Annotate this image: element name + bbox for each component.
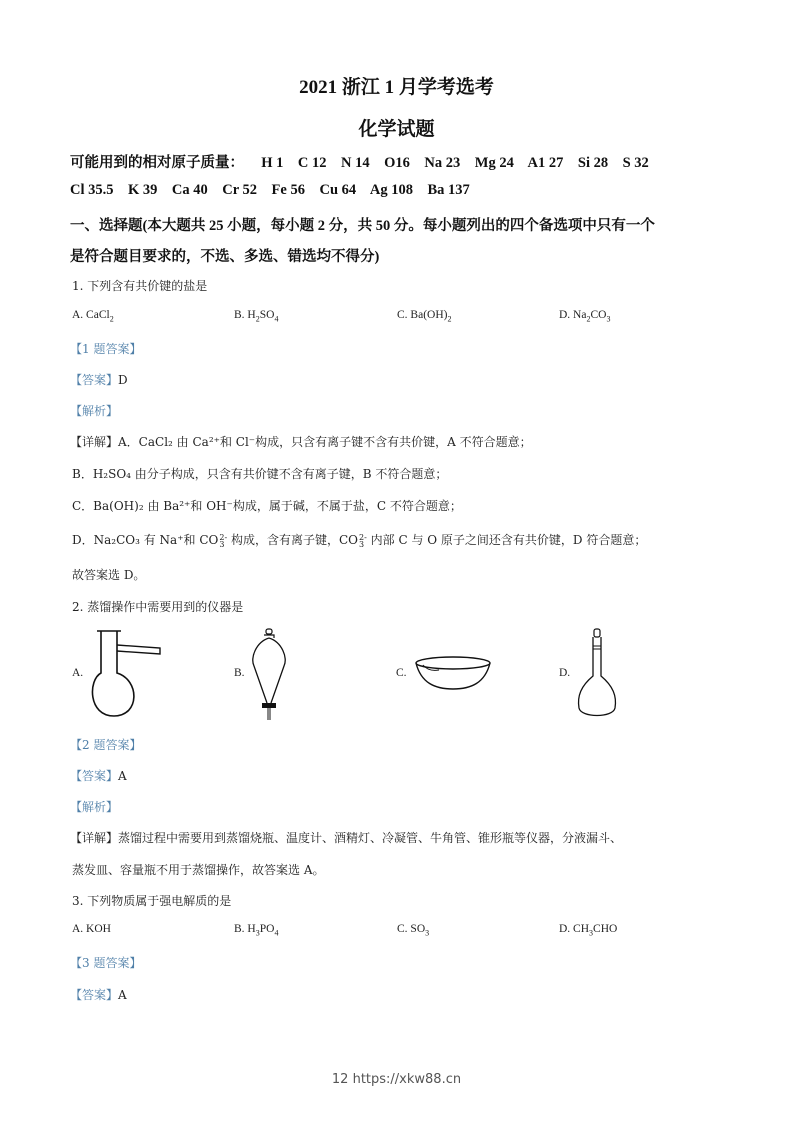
section-heading-line-1: 一、选择题(本大题共 25 小题，每小题 2 分，共 50 分。每小题列出的四个备选项中只有一个	[70, 218, 655, 234]
q3-answer	[70, 986, 127, 1003]
q3-option-d: D. $CH_3CHO$	[559, 923, 618, 938]
page-footer: 12 https://xkw88.cn	[331, 1072, 462, 1087]
mass-item: H 1	[261, 155, 284, 171]
q2-option-c-label: C.	[396, 667, 407, 679]
mass-item: Ag 108	[369, 182, 413, 198]
mass-item: A1 27	[527, 155, 564, 171]
q3-answer-header: 【3 题答案】	[70, 956, 142, 970]
q2-option-d-label: D.	[559, 667, 571, 679]
mass-item: Ca 40	[171, 182, 208, 198]
mass-item: Fe 56	[271, 182, 305, 198]
q2-answer	[70, 767, 127, 784]
document-subtitle: 化学试题	[358, 119, 435, 140]
answer-label: 【答案】	[70, 769, 119, 783]
section-heading-line-2: 是符合题目要求的，不选、多选、错选均不得分)	[70, 249, 380, 265]
q1-stem: 1. 下列含有共价键的盐是	[72, 279, 208, 293]
q1-option-a: A. CaCl$_2$	[72, 309, 114, 324]
q1-detail-d: D．Na₂CO₃ 有 Na⁺和 CO2- 3 构成，含有离子键，CO2- 3 内部 C 与 O 原子之间还含有共价键，D 符合题意；	[72, 532, 647, 549]
q2-stem: 2. 蒸馏操作中需要用到的仪器是	[72, 600, 244, 614]
mass-item: Na 23	[424, 155, 461, 171]
mass-item: Mg 24	[474, 155, 514, 171]
q3-stem: 3. 下列物质属于强电解质的是	[72, 894, 232, 908]
q2-detail-2: 蒸发皿、容量瓶不用于蒸馏操作，故答案选 A。	[72, 863, 325, 877]
atomic-mass-label: 可能用到的相对原子质量：	[70, 155, 244, 171]
q2-option-b-label: B.	[234, 667, 245, 679]
atomic-mass-line-2	[70, 182, 470, 199]
q2-answer-header: 【2 题答案】	[70, 738, 142, 752]
q3-option-a: A. KOH	[72, 923, 111, 935]
q1-detail-a: 【详解】A．CaCl₂ 由 Ca²⁺和 Cl⁻构成，只含有离子键不含有共价键，A 不符合题意；	[70, 435, 532, 449]
q1-conclusion: 故答案选 D。	[72, 568, 146, 582]
q1-detail-c: C．Ba(OH)₂ 由 Ba²⁺和 OH⁻构成，属于碱，不属于盐，C 不符合题意；	[72, 499, 462, 513]
volumetric-flask-icon	[575, 626, 620, 722]
mass-item: N 14	[341, 155, 370, 171]
q1-detail-b: B．H₂SO₄ 由分子构成，只含有共价键不含有离子键，B 不符合题意；	[72, 467, 448, 481]
mass-item: Cu 64	[319, 182, 357, 198]
answer-label: 【答案】	[70, 373, 119, 387]
mass-item: O16	[384, 155, 410, 171]
answer-label: 【答案】	[70, 988, 119, 1002]
detail-label: 【详解】	[70, 435, 119, 449]
q2-detail-1: 【详解】蒸馏过程中需要用到蒸馏烧瓶、温度计、酒精灯、冷凝管、牛角管、锥形瓶等仪器，分液漏斗、	[70, 831, 623, 845]
answer-value: A	[118, 769, 127, 783]
q1-option-b: B. $H_2SO_4$	[234, 309, 279, 324]
q1-analysis-label: 【解析】	[70, 404, 119, 418]
q1-option-c: C. $Ba(OH)_2$	[397, 309, 452, 324]
document-title: 2021 浙江 1 月学考选考	[299, 77, 494, 98]
mass-item: Ba 137	[427, 182, 470, 198]
answer-value: A	[118, 988, 127, 1002]
q2-analysis-label: 【解析】	[70, 800, 119, 814]
q3-option-b: B. $H_3PO_4$	[234, 923, 279, 938]
mass-item: Cr 52	[222, 182, 258, 198]
q3-option-c: C. $SO_3$	[397, 923, 430, 938]
atomic-mass-line-1	[70, 151, 649, 172]
mass-item: K 39	[128, 182, 158, 198]
distillation-flask-icon	[90, 628, 170, 720]
detail-label: 【详解】	[70, 831, 119, 845]
evaporating-dish-icon	[413, 655, 493, 695]
q1-answer	[70, 371, 128, 388]
mass-item: Cl 35.5	[70, 182, 114, 198]
q2-option-a-label: A.	[72, 667, 84, 679]
answer-value: D	[118, 373, 128, 387]
mass-item: C 12	[297, 155, 327, 171]
mass-item: S 32	[622, 155, 649, 171]
q1-answer-header: 【1 题答案】	[70, 342, 142, 356]
separatory-funnel-icon	[250, 628, 290, 723]
mass-item: Si 28	[577, 155, 609, 171]
q1-option-d: D. $Na_2CO_3$	[559, 309, 611, 324]
